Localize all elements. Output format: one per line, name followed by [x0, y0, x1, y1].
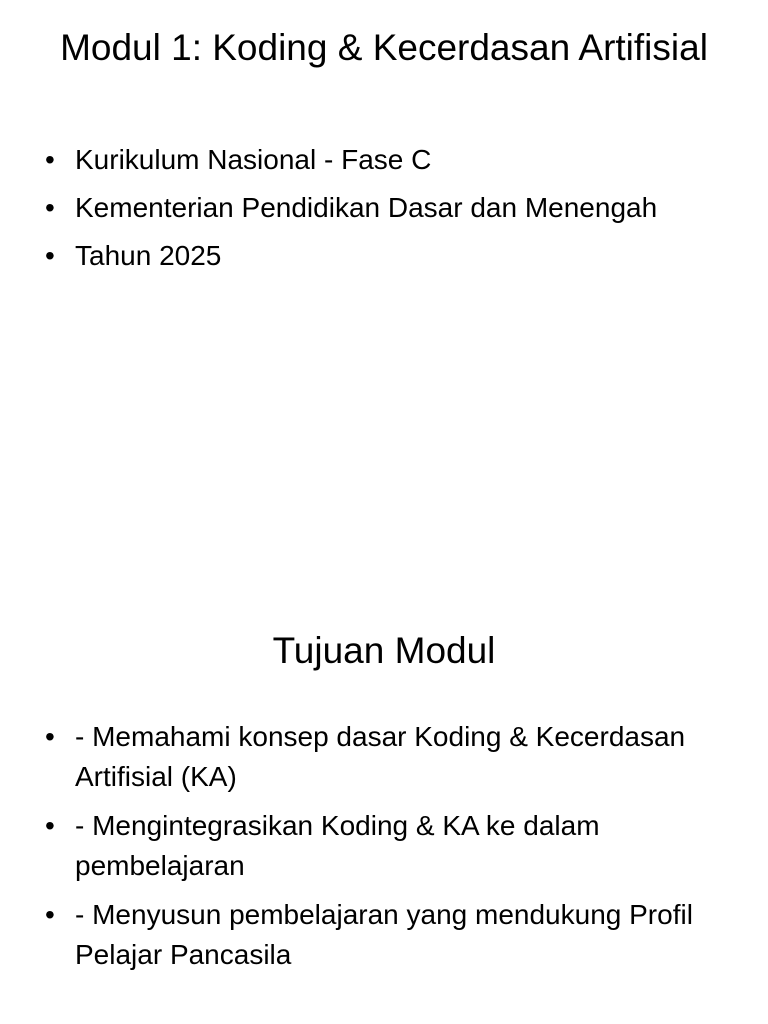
bullet-icon: • — [45, 810, 55, 841]
bullet-icon: • — [45, 144, 55, 175]
list-item — [0, 140, 768, 180]
list-item — [0, 717, 768, 797]
bullet-text: Tahun 2025 — [75, 240, 222, 271]
bullet-list — [0, 717, 768, 984]
bullet-text: - Menyusun pembelajaran yang mendukung Profil Pelajar Pancasila — [75, 899, 693, 970]
bullet-text: Kurikulum Nasional - Fase C — [75, 144, 432, 175]
slide-title: Modul 1: Koding & Kecerdasan Artifisial — [60, 27, 708, 68]
bullet-text: - Memahami konsep dasar Koding & Kecerdasan Artifisial (KA) — [75, 721, 686, 792]
bullet-icon: • — [45, 721, 55, 752]
slide-title: Tujuan Modul — [272, 630, 496, 671]
list-item — [0, 236, 768, 276]
bullet-text: - Mengintegrasikan Koding & KA ke dalam pembelajaran — [75, 810, 600, 881]
bullet-icon: • — [45, 192, 55, 223]
slide-2 — [0, 512, 768, 1024]
list-item — [0, 188, 768, 228]
bullet-icon: • — [45, 240, 55, 271]
list-item — [0, 895, 768, 975]
bullet-text: Kementerian Pendidikan Dasar dan Menengah — [75, 192, 658, 223]
bullet-list — [0, 140, 768, 284]
list-item — [0, 806, 768, 886]
bullet-icon: • — [45, 899, 55, 930]
